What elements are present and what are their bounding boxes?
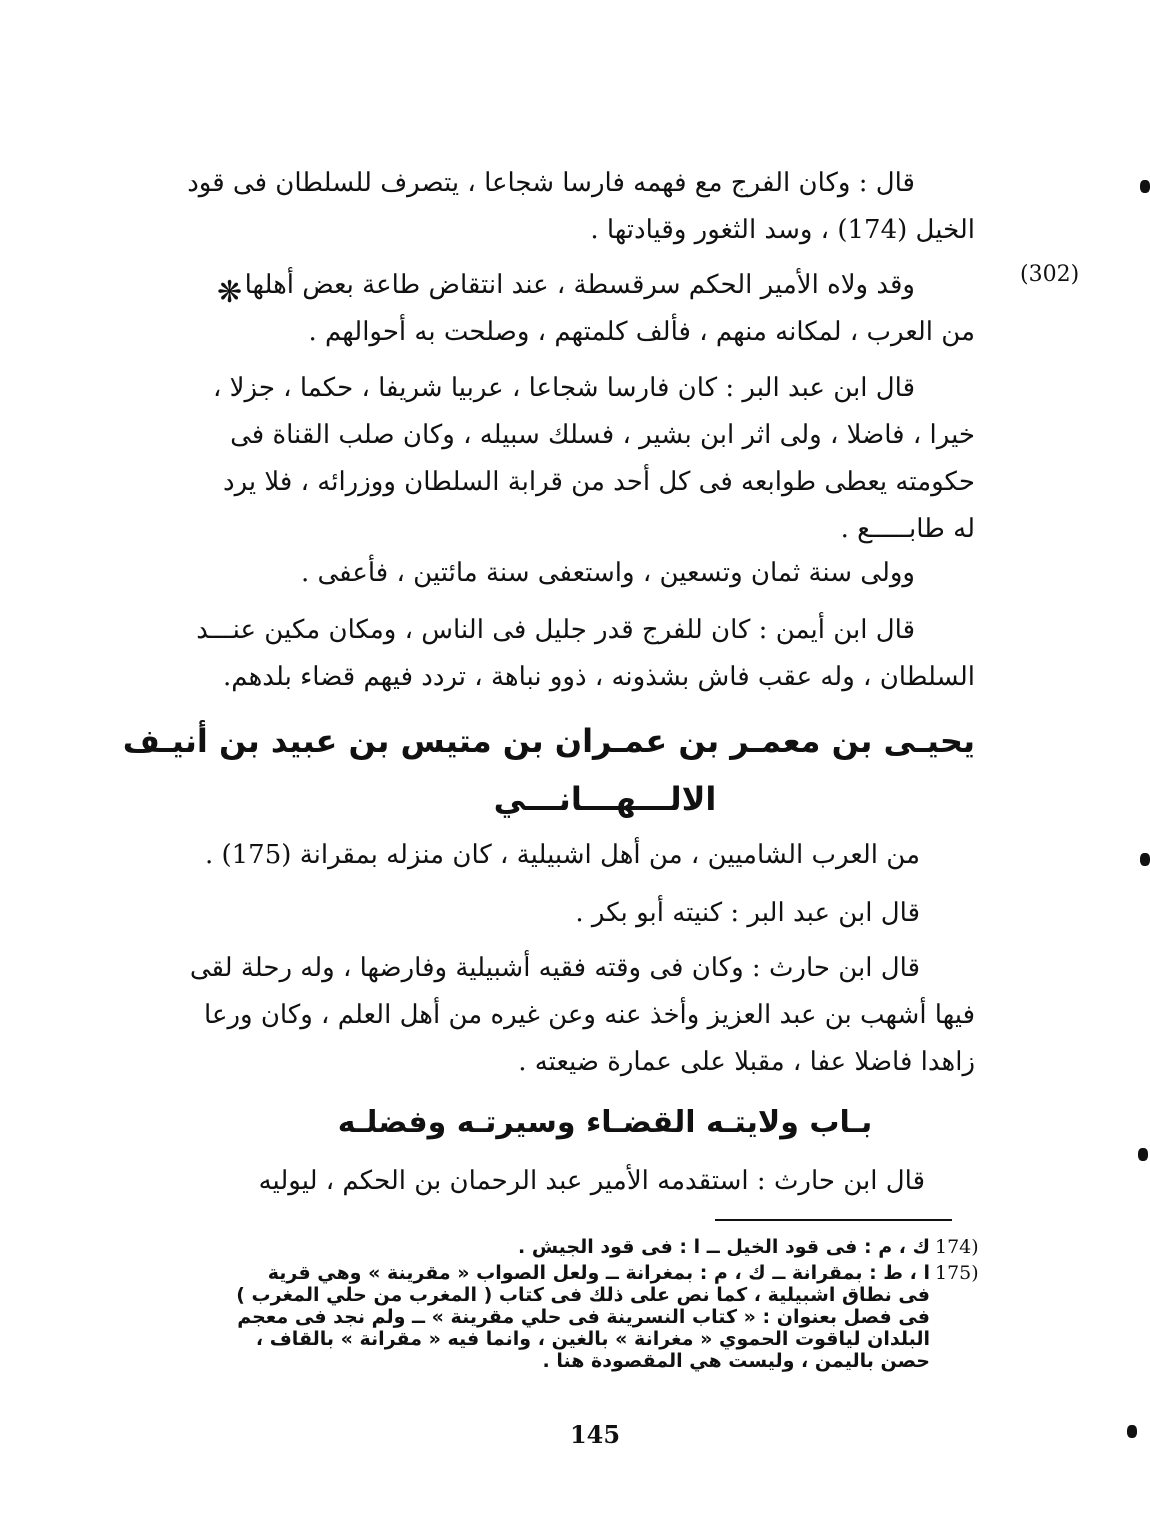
text-line: من العرب الشاميين ، من أهل اشبيلية ، كان منزله بمقرانة (175) .	[204, 840, 920, 870]
footnote-number: 175)	[935, 1262, 979, 1284]
footnote-number: 174)	[935, 1236, 979, 1258]
marginal-reference-number: (302)	[1020, 262, 1080, 287]
text-line: السلطان ، وله عقب فاش بشذونه ، ذوو نباهة ، تردد فيهم قضاء بلدهم.	[223, 662, 975, 692]
paragraph	[215, 365, 975, 553]
text-line: خيرا ، فاضلا ، ولى اثر ابن بشير ، فسلك سبيله ، وكان صلب القناة فى	[230, 420, 975, 450]
paragraph	[187, 160, 975, 254]
asterisk-ornament-icon: ❋	[217, 275, 243, 310]
text-line: قال ابن أيمن : كان للفرج قدر جليل فى الناس ، ومكان مكين عنـــد	[196, 615, 915, 645]
footnote-line: فى فصل بعنوان : « كتاب النسرينة فى حلي مقرينة » ــ ولم نجد فى معجم	[237, 1306, 930, 1328]
text-line: قال ابن عبد البر : كان فارسا شجاعا ، عربيا شريفا ، حكما ، جزلا ،	[213, 373, 915, 403]
page-number: 145	[569, 1420, 621, 1449]
text-line: حكومته يعطى طوابعه فى كل أحد من قرابة السلطان ووزرائه ، فلا يرد	[222, 467, 975, 497]
text-line: فيها أشهب بن عبد العزيز وأخذ عنه وعن غيره من أهل العلم ، وكان ورعا	[204, 1000, 975, 1030]
paragraph	[189, 945, 975, 1086]
section-heading: بـاب ولايتـه القضـاء وسيرتـه وفضلـه	[337, 1105, 873, 1140]
footnote-line: حصن باليمن ، وليست هي المقصودة هنا .	[542, 1350, 930, 1372]
paragraph	[196, 607, 975, 701]
text-line: الخيل (174) ، وسد الثغور وقيادتها .	[590, 215, 975, 245]
footnote-line: ا ، ط : بمقرانة ــ ك ، م : بمغرانة ــ ولعل الصواب « مقرينة » وهي قرية	[267, 1262, 930, 1284]
scan-dot-icon	[1140, 180, 1150, 193]
scan-dot-icon	[1140, 853, 1150, 866]
text-line: قال ابن عبد البر : كنيته أبو بكر .	[575, 898, 920, 928]
text-line: قال : وكان الفرج مع فهمه فارسا شجاعا ، يتصرف للسلطان فى قود	[187, 168, 915, 198]
text-line: قال ابن حارث : استقدمه الأمير عبد الرحمان بن الحكم ، ليوليه	[258, 1166, 925, 1196]
paragraph	[215, 550, 975, 597]
text-line: وقد ولاه الأمير الحكم سرقسطة ، عند انتقاض طاعة بعض أهلها	[244, 270, 915, 300]
paragraph	[215, 262, 975, 356]
footnote	[200, 1262, 980, 1372]
text-line: له طابـــــع .	[840, 514, 975, 544]
text-line: قال ابن حارث : وكان فى وقته فقيه أشبيلية وفارضها ، وله رحلة لقى	[189, 953, 920, 983]
text-line: من العرب ، لمكانه منهم ، فألف كلمتهم ، وصلحت به أحوالهم .	[308, 317, 975, 347]
scan-dot-icon	[1127, 1425, 1137, 1438]
footnote	[200, 1236, 980, 1258]
paragraph	[215, 890, 975, 937]
paragraph	[215, 1158, 975, 1205]
biography-heading: يحيـى بن معمـر بن عمـران بن متيس بن عبيد بن أنيـف	[122, 722, 975, 760]
footnote-line: ك ، م : فى قود الخيل ــ ا : فى قود الجيش .	[517, 1236, 930, 1258]
footnote-line: فى نطاق اشبيلية ، كما نص على ذلك فى كتاب ( المغرب من حلي المغرب )	[236, 1284, 930, 1306]
biography-heading-continued: الالـــهـــانـــي	[493, 780, 717, 818]
text-line: زاهدا فاضلا عفا ، مقبلا على عمارة ضيعته .	[518, 1047, 975, 1077]
paragraph	[204, 832, 975, 879]
text-line: وولى سنة ثمان وتسعين ، واستعفى سنة مائتين ، فأعفى .	[300, 558, 915, 588]
footnote-divider	[715, 1219, 952, 1221]
footnote-line: البلدان لياقوت الحموي « مغرانة » بالغين ، وانما فيه « مقرانة » بالقاف ،	[255, 1328, 930, 1350]
scan-dot-icon	[1138, 1148, 1148, 1161]
